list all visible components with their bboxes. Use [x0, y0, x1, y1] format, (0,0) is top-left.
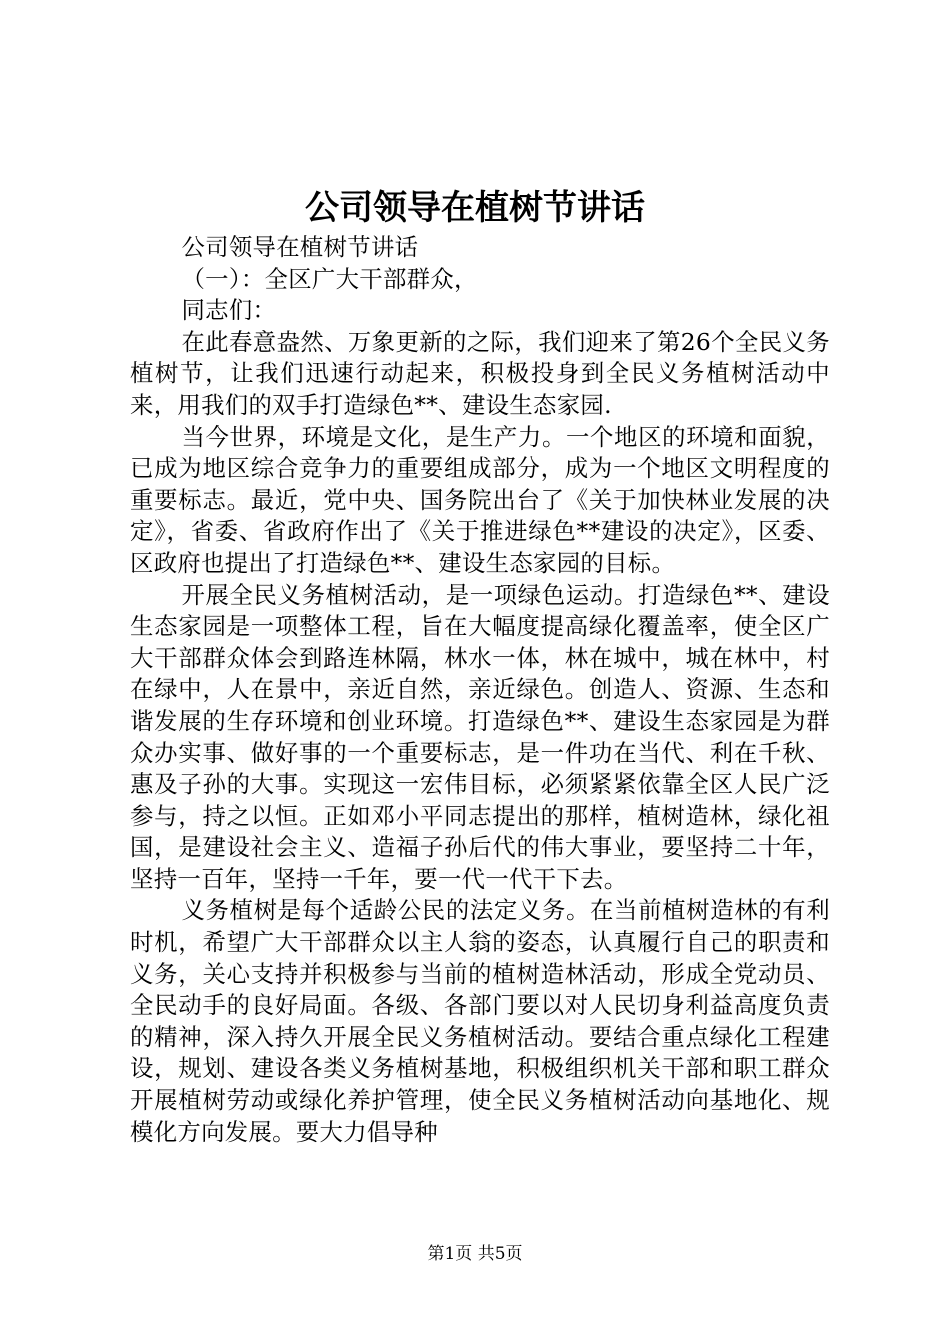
paragraph-greeting: 同志们：	[181, 296, 277, 325]
document-title: 公司领导在植树节讲话	[305, 188, 645, 228]
page-footer: 第1页 共5页	[427, 1244, 523, 1264]
paragraph-obligation: 义务植树是每个适龄公民的法定义务。在当前植树造林的有利时机，希望广大干部群众以主人翁的姿态，认真履行自己的职责和义务，关心支持并积极参与当前的植树造林活动，形成全党动员、全民动手的良好局面。各级、各部门要以对人民切身利益高度负责的精神，深入持久开展全民义务植树活动。要结合重点绿化工程建设，规划、建设各类义务植树基地，积极组织机关干部和职工群众开展植树劳动或绿化养护管理，使全民义务植树活动向基地化、规模化方向发展。要大力倡导种	[130, 896, 830, 1146]
paragraph-subtitle: 公司领导在植树节讲话	[181, 233, 419, 261]
paragraph-addressee: （一）：全区广大干部群众，	[181, 264, 478, 293]
paragraph-opening: 在此春意盎然、万象更新的之际，我们迎来了第26个全民义务植树节，让我们迅速行动起来，积极投身到全民义务植树活动中来，用我们的双手打造绿色**、建设生态家园.	[130, 327, 830, 419]
document-body	[130, 232, 830, 1148]
paragraph-environment: 当今世界，环境是文化，是生产力。一个地区的环境和面貌，已成为地区综合竞争力的重要组成部分，成为一个地区文明程度的重要标志。最近，党中央、国务院出台了《关于加快林业发展的决定》，省委、省政府作出了《关于推进绿色**建设的决定》，区委、区政府也提出了打造绿色**、建设生态家园的目标。	[130, 422, 830, 577]
paragraph-green-campaign: 开展全民义务植树活动，是一项绿色运动。打造绿色**、建设生态家园是一项整体工程，旨在大幅度提高绿化覆盖率，使全区广大干部群众体会到路连林隔，林水一体，林在城中，城在林中，村在绿中，人在景中，亲近自然，亲近绿色。创造人、资源、生态和谐发展的生存环境和创业环境。打造绿色**、建设生态家园是为群众办实事、做好事的一个重要标志，是一件功在当代、利在千秋、惠及子孙的大事。实现这一宏伟目标，必须紧紧依靠全区人民广泛参与，持之以恒。正如邓小平同志提出的那样，植树造林，绿化祖国，是建设社会主义、造福子孙后代的伟大事业，要坚持二十年，坚持一百年，坚持一千年，要一代一代干下去。	[130, 580, 830, 893]
